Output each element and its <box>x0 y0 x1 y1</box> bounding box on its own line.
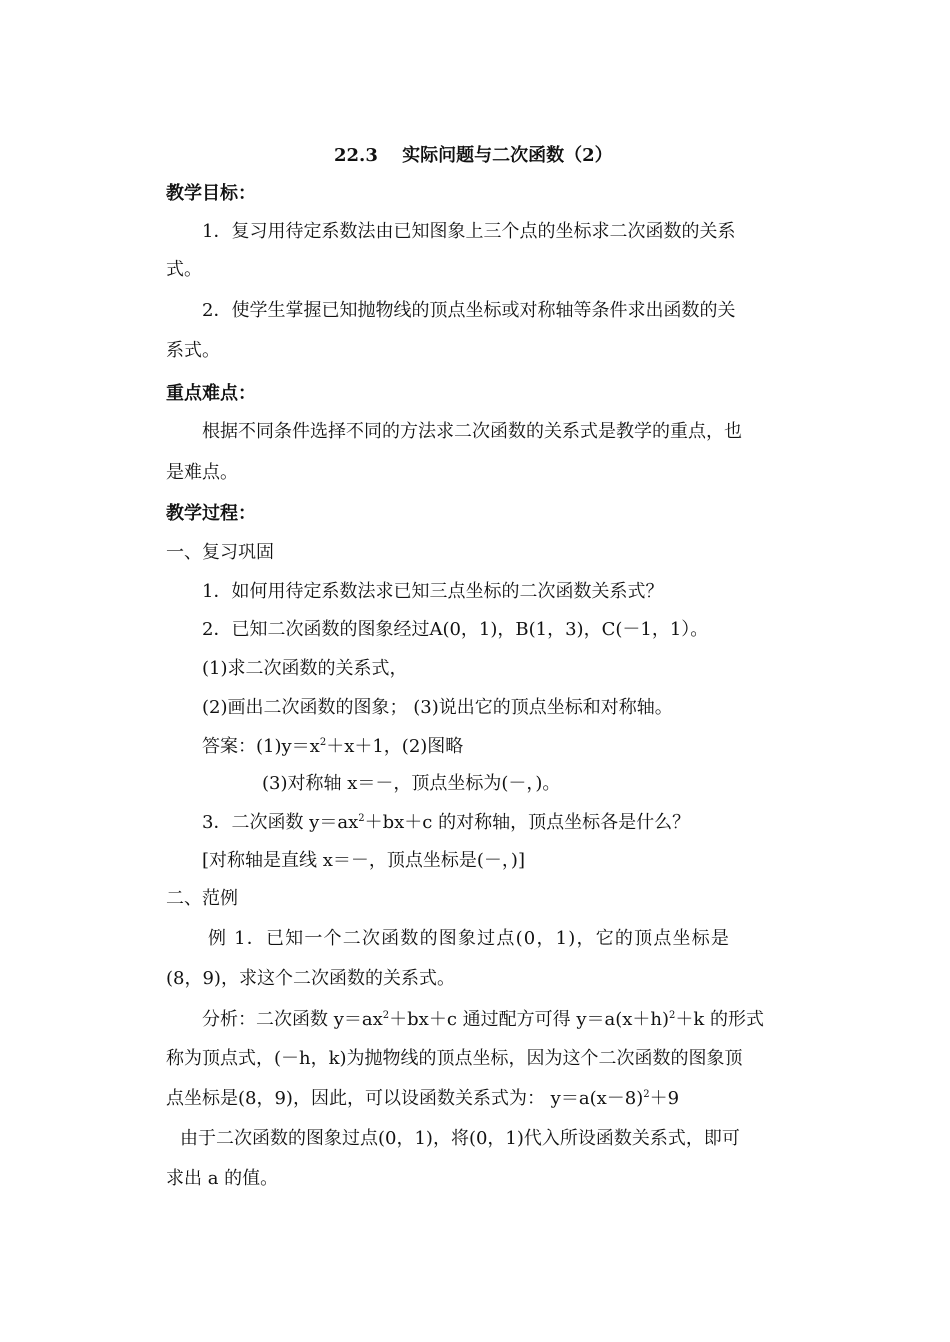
review-question-2-part-2-3: (2)画出二次函数的图象； (3)说出它的顶点坐标和对称轴。 <box>202 697 673 718</box>
analysis-text-a: 分析：二次函数 y＝ax <box>202 1009 383 1030</box>
analysis-line-4: 由于二次函数的图象过点(0，1)，将(0，1)代入所设函数关系式，即可 <box>180 1128 740 1149</box>
key-points-line-2: 是难点。 <box>166 462 238 483</box>
q3-text-a: 3．二次函数 y＝ax <box>202 812 359 833</box>
review-question-2-part-1: (1)求二次函数的关系式， <box>202 658 408 679</box>
review-question-2: 2．已知二次函数的图象经过A(0，1)，B(1，3)，C(－1，1）。 <box>202 619 709 640</box>
section-heading-objectives: 教学目标： <box>166 183 256 204</box>
analysis-text-e: ＋9 <box>649 1088 680 1109</box>
analysis-line-3 <box>166 1086 679 1112</box>
analysis-exponent-1: 2 <box>382 1010 390 1021</box>
objective-1-line-1: 1．复习用待定系数法由已知图象上三个点的坐标求二次函数的关系 <box>202 221 736 242</box>
part-1-heading: 一、复习巩固 <box>166 542 274 563</box>
analysis-text-b: ＋bx＋c 通过配方可得 y＝a(x＋h) <box>389 1009 670 1030</box>
analysis-text-d: 点坐标是(8，9)，因此，可以设函数关系式为： y＝a(x－8) <box>166 1088 644 1109</box>
page-title: 22.3 实际问题与二次函数（2） <box>334 145 613 166</box>
key-points-line-1: 根据不同条件选择不同的方法求二次函数的关系式是教学的重点，也 <box>202 421 742 442</box>
objective-2-line-2: 系式。 <box>166 340 220 361</box>
analysis-line-1 <box>202 1007 764 1033</box>
answer-line-2: (3)对称轴 x＝－，顶点坐标为(－，)。 <box>262 773 561 794</box>
answer-line-1 <box>202 734 463 760</box>
q3-exponent: 2 <box>358 813 365 824</box>
example-1-line-1: 例 1．已知一个二次函数的图象过点(0，1)，它的顶点坐标是 <box>208 928 731 949</box>
q3-text-b: ＋bx＋c 的对称轴，顶点坐标各是什么？ <box>364 812 691 833</box>
answer-text-a: 答案：(1)y＝x <box>202 736 320 757</box>
review-question-3-answer: [对称轴是直线 x＝－，顶点坐标是(－，)] <box>202 850 525 871</box>
section-heading-key-points: 重点难点： <box>166 383 256 404</box>
analysis-text-c: ＋k 的形式 <box>675 1009 765 1030</box>
objective-2-line-1: 2．使学生掌握已知抛物线的顶点坐标或对称轴等条件求出函数的关 <box>202 300 736 321</box>
answer-exponent: 2 <box>319 737 327 748</box>
example-1-line-2: (8，9)，求这个二次函数的关系式。 <box>166 968 455 989</box>
review-question-3 <box>202 810 690 836</box>
review-question-1: 1．如何用待定系数法求已知三点坐标的二次函数关系式？ <box>202 581 664 602</box>
objective-1-line-2: 式。 <box>166 259 202 280</box>
answer-text-b: ＋x＋1，(2)图略 <box>326 736 464 757</box>
part-2-heading: 二、范例 <box>166 888 238 909</box>
analysis-line-2: 称为顶点式，(－h，k)为抛物线的顶点坐标，因为这个二次函数的图象顶 <box>166 1048 743 1069</box>
section-heading-process: 教学过程： <box>166 503 256 524</box>
analysis-line-5: 求出 a 的值。 <box>166 1168 279 1189</box>
analysis-exponent-2: 2 <box>669 1010 676 1021</box>
analysis-exponent-3: 2 <box>643 1089 650 1100</box>
